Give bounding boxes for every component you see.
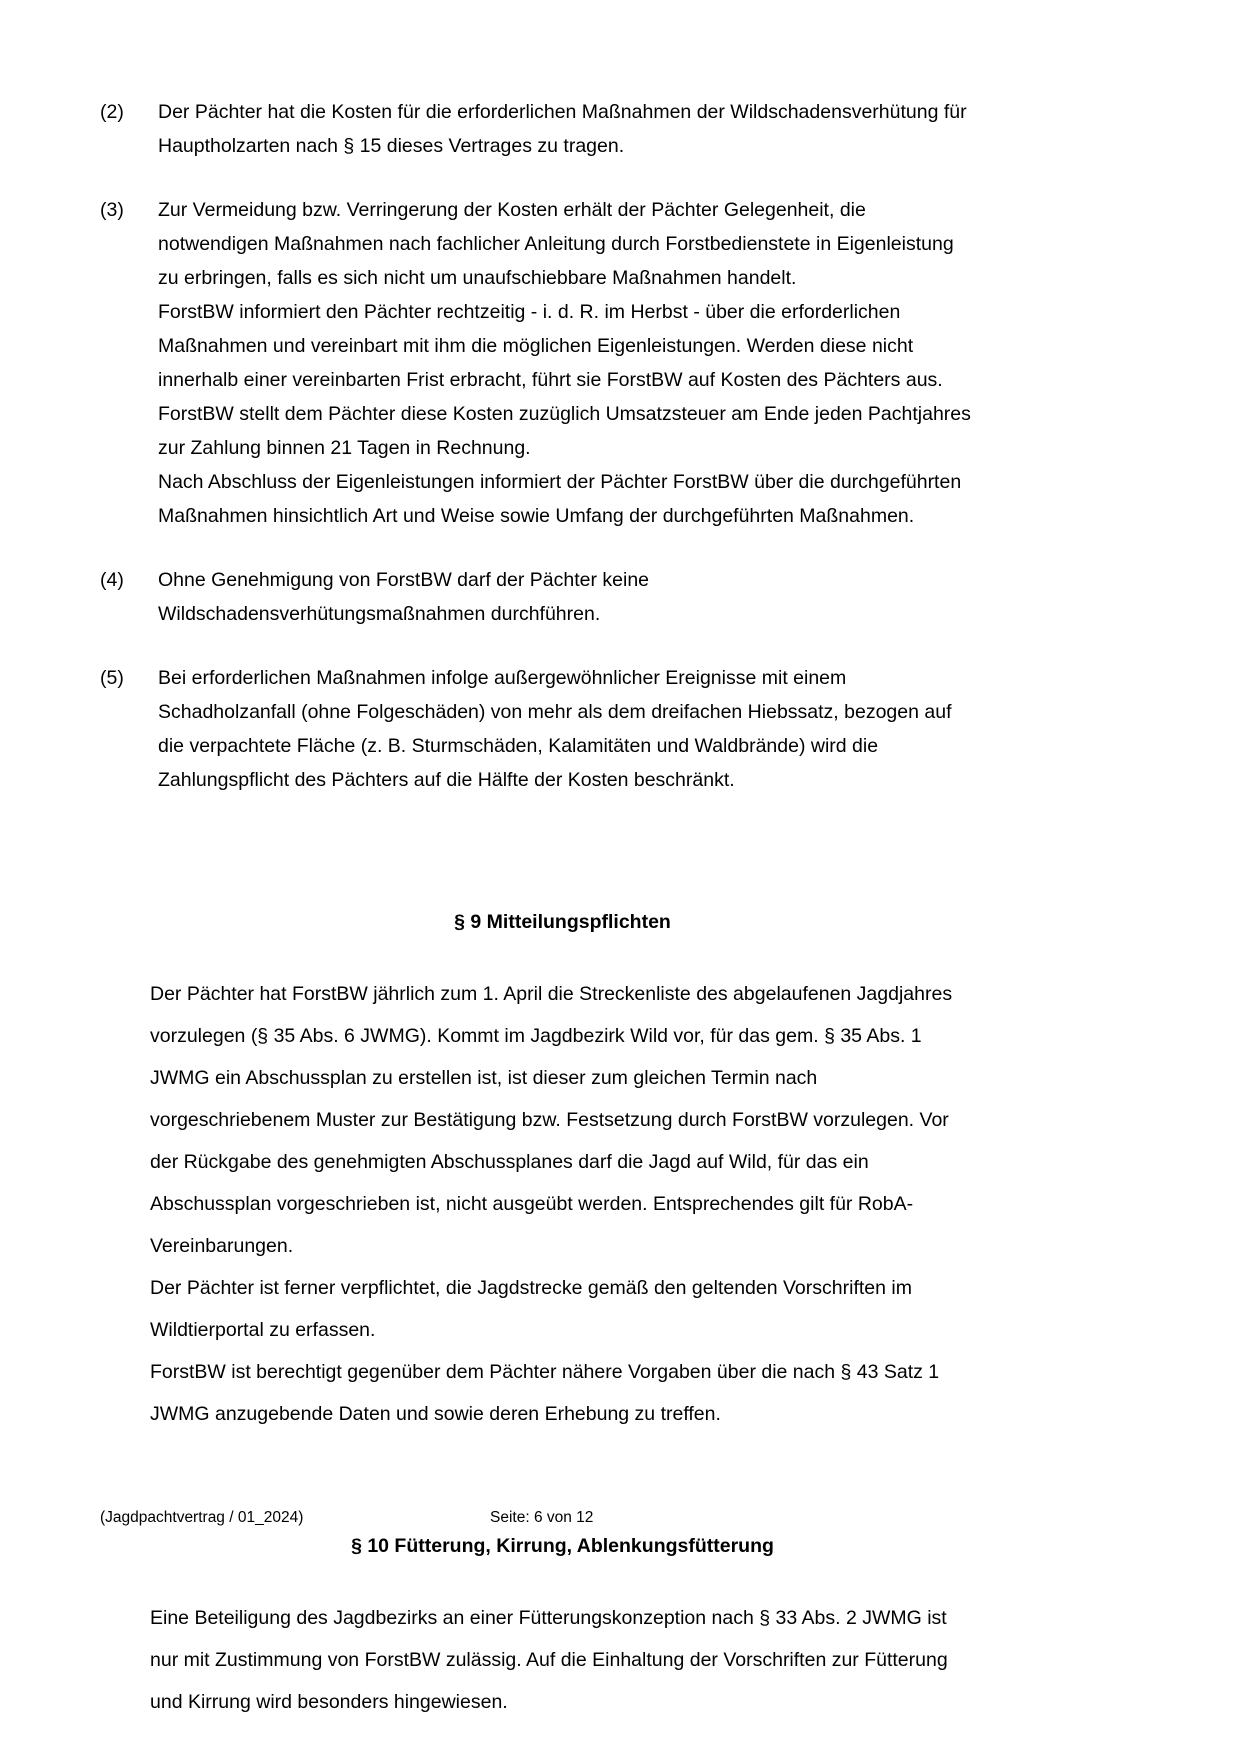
text-line: der Rückgabe des genehmigten Abschussplanes darf die Jagd auf Wild, für das ein (150, 1151, 869, 1173)
text-line: Schadholzanfall (ohne Folgeschäden) von mehr als dem dreifachen Hiebssatz, bezogen auf (158, 701, 952, 723)
text-line: die verpachtete Fläche (z. B. Sturmschäden, Kalamitäten und Waldbrände) wird die (158, 735, 879, 757)
section-10-heading: § 10 Fütterung, Kirrung, Ablenkungsfütterung (351, 1535, 774, 1557)
section-10-paragraph-1 (150, 1597, 1025, 1723)
clause-3 (100, 193, 1025, 533)
document-body (100, 95, 1025, 1723)
section-9-paragraph-3 (150, 1351, 1025, 1435)
footer-page-number: Seite: 6 von 12 (490, 1509, 594, 1526)
clause-text (158, 193, 1025, 533)
text-line: Nach Abschluss der Eigenleistungen informiert der Pächter ForstBW über die durchgeführten (158, 471, 962, 493)
text-line: Zur Vermeidung bzw. Verringerung der Kosten erhält der Pächter Gelegenheit, die (158, 199, 866, 221)
text-line: Der Pächter ist ferner verpflichtet, die Jagdstrecke gemäß den geltenden Vorschriften im (150, 1277, 912, 1299)
clause-text (158, 563, 1025, 631)
text-line: ForstBW stellt dem Pächter diese Kosten zuzüglich Umsatzsteuer am Ende jeden Pachtjahres (158, 403, 971, 425)
text-line: zu erbringen, falls es sich nicht um unaufschiebbare Maßnahmen handelt. (158, 267, 797, 289)
section-9-heading: § 9 Mitteilungspflichten (454, 911, 671, 933)
clause-number: (3) (100, 199, 124, 221)
section-9-paragraph-1 (150, 973, 1025, 1267)
text-line: Zahlungspflicht des Pächters auf die Hälfte der Kosten beschränkt. (158, 769, 735, 791)
text-line: Vereinbarungen. (150, 1235, 294, 1257)
heading-spacer (100, 939, 1025, 973)
clause-5 (100, 661, 1025, 797)
text-line: Der Pächter hat ForstBW jährlich zum 1. April die Streckenliste des abgelaufenen Jagdjahres (150, 983, 953, 1005)
clause-text (158, 95, 1025, 163)
clause-4 (100, 563, 1025, 631)
section-spacer (100, 1435, 1025, 1513)
text-line: ForstBW informiert den Pächter rechtzeitig - i. d. R. im Herbst - über die erforderlichen (158, 301, 901, 323)
footer-document-ref: (Jagdpachtvertrag / 01_2024) (100, 1509, 304, 1526)
text-line: vorzulegen (§ 35 Abs. 6 JWMG). Kommt im Jagdbezirk Wild vor, für das gem. § 35 Abs. 1 (150, 1025, 922, 1047)
text-line: innerhalb einer vereinbarten Frist erbracht, führt sie ForstBW auf Kosten des Pächters aus. (158, 369, 943, 391)
text-line: Bei erforderlichen Maßnahmen infolge außergewöhnlicher Ereignisse mit einem (158, 667, 847, 689)
text-line: Maßnahmen hinsichtlich Art und Weise sowie Umfang der durchgeführten Maßnahmen. (158, 505, 915, 527)
clause-number: (4) (100, 569, 124, 591)
text-line: JWMG ein Abschussplan zu erstellen ist, ist dieser zum gleichen Termin nach (150, 1067, 818, 1089)
text-line: Abschussplan vorgeschrieben ist, nicht ausgeübt werden. Entsprechendes gilt für RobA- (150, 1193, 914, 1215)
section-spacer (100, 827, 1025, 905)
text-line: JWMG anzugebende Daten und sowie deren Erhebung zu treffen. (150, 1403, 721, 1425)
text-line: notwendigen Maßnahmen nach fachlicher Anleitung durch Forstbedienstete in Eigenleistung (158, 233, 954, 255)
clause-number: (5) (100, 667, 124, 689)
text-line: ForstBW ist berechtigt gegenüber dem Pächter nähere Vorgaben über die nach § 43 Satz 1 (150, 1361, 940, 1383)
text-line: Wildtierportal zu erfassen. (150, 1319, 376, 1341)
clause-number: (2) (100, 101, 124, 123)
text-line: und Kirrung wird besonders hingewiesen. (150, 1691, 508, 1713)
clause-2 (100, 95, 1025, 163)
text-line: Maßnahmen und vereinbart mit ihm die möglichen Eigenleistungen. Werden diese nicht (158, 335, 914, 357)
text-line: vorgeschriebenem Muster zur Bestätigung bzw. Festsetzung durch ForstBW vorzulegen. Vor (150, 1109, 949, 1131)
section-9-paragraph-2 (150, 1267, 1025, 1351)
text-line: Der Pächter hat die Kosten für die erforderlichen Maßnahmen der Wildschadensverhütung für (158, 101, 967, 123)
page-footer (100, 1508, 1100, 1528)
text-line: Hauptholzarten nach § 15 dieses Vertrages zu tragen. (158, 135, 625, 157)
clause-text (158, 661, 1025, 797)
text-line: Ohne Genehmigung von ForstBW darf der Pächter keine (158, 569, 650, 591)
text-line: nur mit Zustimmung von ForstBW zulässig. Auf die Einhaltung der Vorschriften zur Fütterung (150, 1649, 948, 1671)
heading-spacer (100, 1563, 1025, 1597)
text-line: Eine Beteiligung des Jagdbezirks an einer Fütterungskonzeption nach § 33 Abs. 2 JWMG ist (150, 1607, 947, 1629)
text-line: Wildschadensverhütungsmaßnahmen durchführen. (158, 603, 601, 625)
text-line: zur Zahlung binnen 21 Tagen in Rechnung. (158, 437, 531, 459)
